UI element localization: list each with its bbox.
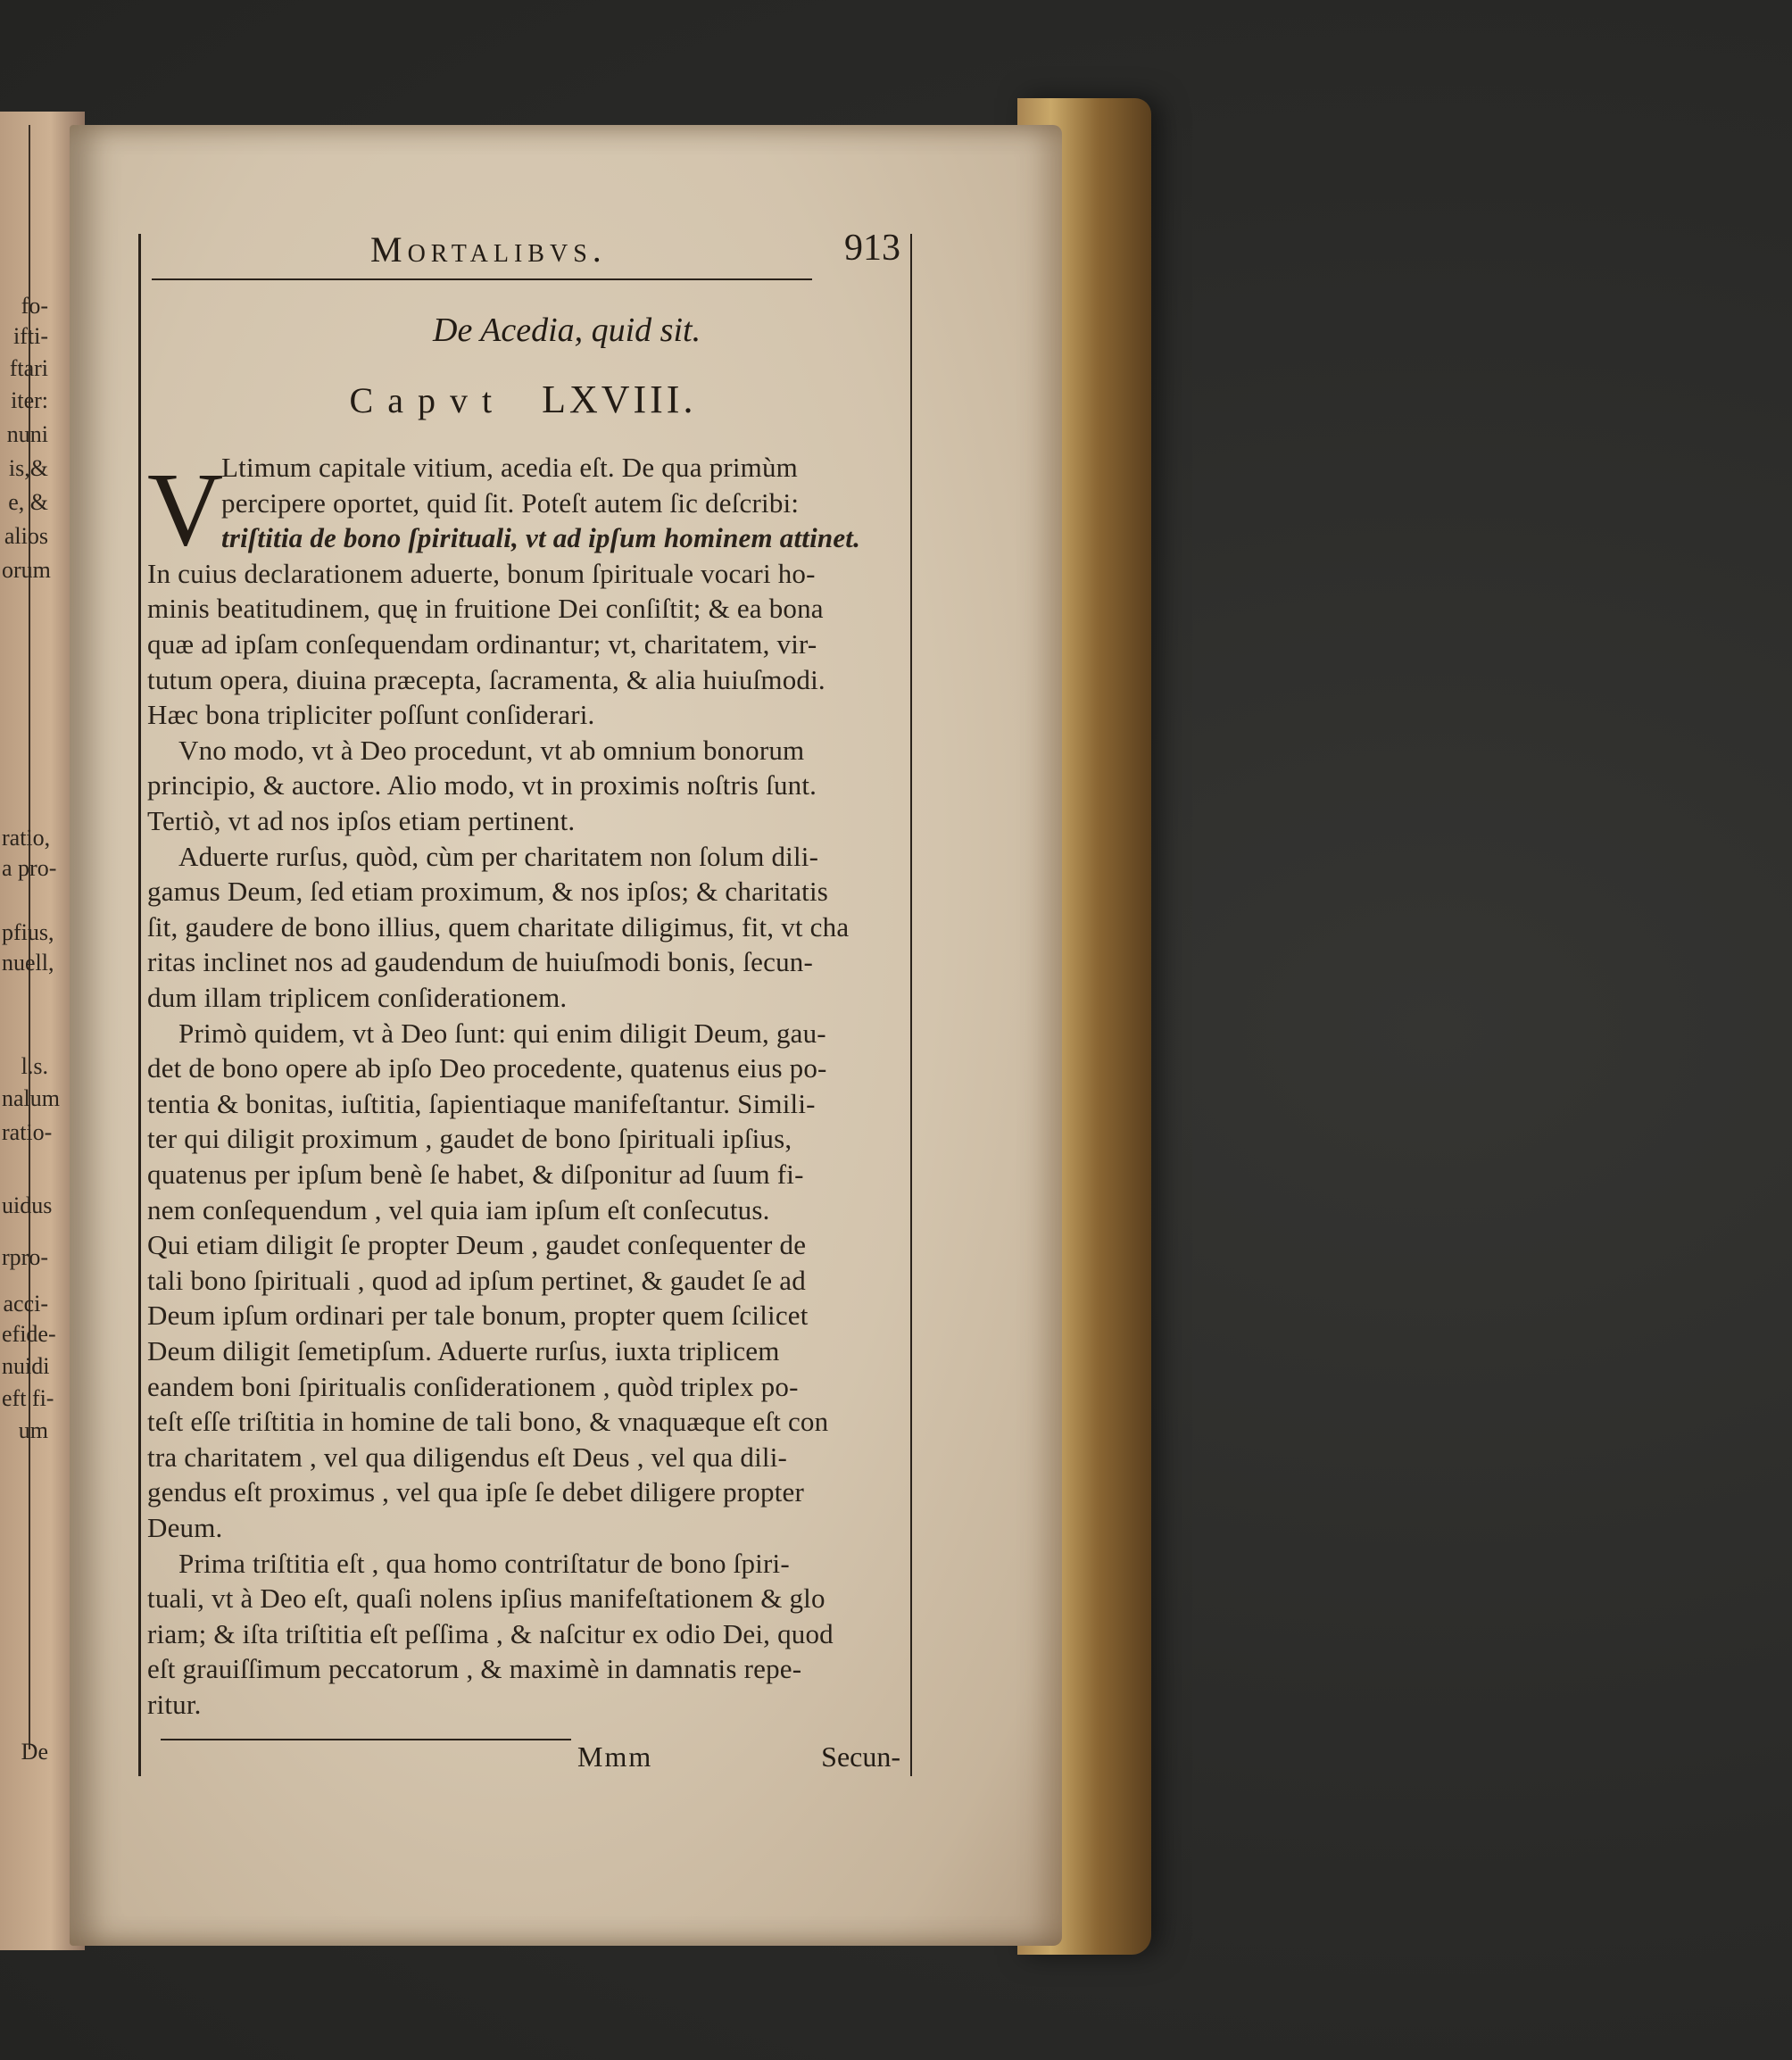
left-page-fragment: uidus — [2, 1192, 53, 1218]
text-line: Deum diligit ſemetipſum. Aduerte rurſus, iuxta triplicem — [147, 1335, 780, 1366]
left-page-fragment: alios — [4, 523, 48, 549]
text-line: quatenus per ipſum benè ſe habet, & diſponitur ad ſuum fi- — [147, 1159, 804, 1190]
text-line: riam; & iſta triſtitia eſt peſſima , & naſcitur ex odio Dei, quod — [147, 1618, 834, 1649]
left-page-fragment: ifti- — [13, 323, 48, 349]
text-line: tuali, vt à Deo eſt, quaſi nolens ipſius manifeſtationem & glo — [147, 1582, 825, 1614]
text-line: Deum. — [147, 1512, 223, 1543]
left-page-fragment: is,& — [8, 455, 48, 481]
text-line: gamus Deum, ſed etiam proximum, & nos ipſos; & charitatis — [147, 876, 829, 907]
left-page-fragment: ftari — [9, 355, 48, 381]
text-line: ritas inclinet nos ad gaudendum de huiuſmodi bonis, ſecun- — [147, 946, 813, 977]
text-line: ſit, gaudere de bono illius, quem charitate diligimus, fit, vt cha — [147, 911, 850, 943]
text-line: percipere oportet, quid ſit. Poteſt autem ſic deſcribi: — [221, 487, 800, 519]
text-line: minis beatitudinem, quę in fruitione Dei conſiſtit; & ea bona — [147, 593, 824, 624]
left-page-fragment: um — [18, 1417, 48, 1443]
text-line: Ltimum capitale vitium, acedia eſt. De qua primùm — [221, 452, 798, 483]
text-line: Aduerte rurſus, quòd, cùm per charitatem non ſolum dili- — [178, 841, 819, 872]
header-rule — [152, 278, 812, 280]
left-page-fragment: ratio- — [2, 1119, 53, 1145]
text-line: ter qui diligit proximum , gaudet de bono ſpirituali ipſius, — [147, 1123, 792, 1154]
running-title: Mortalibvs. — [370, 229, 607, 270]
page-number: 913 — [844, 228, 900, 269]
text-line: ritur. — [147, 1689, 202, 1720]
left-page-fragment: e, & — [8, 489, 48, 515]
left-page-fragment: rpro- — [2, 1244, 48, 1270]
section-title: De Acedia, quid sit. — [433, 311, 701, 349]
page-header — [138, 221, 908, 275]
text-line: principio, & auctore. Alio modo, vt in proximis noſtris ſunt. — [147, 769, 817, 801]
text-line: eſt grauiſſimum peccatorum , & maximè in damnatis repe- — [147, 1653, 802, 1684]
text-line: In cuius declarationem aduerte, bonum ſpirituale vocari ho- — [147, 558, 816, 589]
text-line: gendus eſt proximus , vel qua ipſe ſe debet diligere propter — [147, 1476, 804, 1508]
left-page-fragment: iter: — [11, 387, 48, 413]
text-line: Hæc bona tripliciter poſſunt conſiderari. — [147, 699, 595, 730]
text-line: quæ ad ipſam conſequendam ordinantur; vt, charitatem, vir- — [147, 628, 817, 660]
page-footer — [138, 1737, 908, 1778]
chapter-word: Capvt — [349, 380, 507, 420]
text-line: tra charitatem , vel qua diligendus eſt Deus , vel qua dili- — [147, 1441, 788, 1473]
text-line: Tertiò, vt ad nos ipſos etiam pertinent. — [147, 805, 576, 836]
left-page-fragment: nuni — [6, 421, 48, 447]
text-line: triſtitia de bono ſpirituali, vt ad ipſum hominem attinet. — [221, 522, 861, 553]
text-line: Prima triſtitia eſt , qua homo contriſtatur de bono ſpiri- — [178, 1548, 790, 1579]
signature-mark: Mmm — [577, 1740, 653, 1773]
left-page-fragment: nalum — [2, 1085, 60, 1111]
text-line: Qui etiam diligit ſe propter Deum , gaudet conſequenter de — [147, 1229, 807, 1260]
text-line: Deum ipſum ordinari per tale bonum, propter quem ſcilicet — [147, 1300, 809, 1331]
left-page-fragment: fo- — [21, 293, 48, 319]
left-page-fragment: acci- — [3, 1291, 48, 1317]
left-page-fragment: orum — [2, 557, 51, 583]
text-line: dum illam triplicem conſiderationem. — [147, 982, 568, 1013]
text-line: tali bono ſpirituali , quod ad ipſum pertinet, & gaudet ſe ad — [147, 1265, 806, 1296]
left-page-fragment: nuell, — [2, 950, 54, 976]
text-line: Vno modo, vt à Deo procedunt, vt ab omnium bonorum — [178, 735, 805, 766]
catchword: Secun- — [821, 1740, 900, 1773]
left-page-fragment: nuidi — [2, 1353, 50, 1379]
left-page-fragment: De — [21, 1739, 48, 1765]
left-page-fragment: pfius, — [2, 919, 54, 945]
left-page-fragment: ratio, — [2, 825, 51, 851]
text-line: tutum opera, diuina præcepta, ſacramenta, & alia huiuſmodi. — [147, 664, 825, 695]
chapter-heading — [138, 377, 908, 422]
text-line: Primò quidem, vt à Deo ſunt: qui enim diligit Deum, gau- — [178, 1018, 826, 1049]
text-line: teſt eſſe triſtitia in homine de tali bono, & vnaquæque eſt con — [147, 1406, 829, 1437]
left-page-fragment: efide- — [2, 1321, 56, 1347]
left-page-fragment: a pro- — [2, 855, 57, 881]
text-line: det de bono opere ab ipſo Deo procedente, quatenus eius po- — [147, 1052, 827, 1084]
left-page-fragment: eft fi- — [2, 1385, 54, 1411]
text-line: tentia & bonitas, iuſtitia, ſapientiaque manifeſtantur. Simili- — [147, 1088, 816, 1119]
left-page-fragment: l.s. — [21, 1053, 48, 1079]
text-line: eandem boni ſpiritualis conſiderationem , quòd triplex po- — [147, 1371, 799, 1402]
chapter-number: LXVIII. — [542, 378, 697, 421]
drop-cap: V — [147, 451, 224, 568]
text-line: nem conſequendum , vel quia iam ipſum eſt conſecutus. — [147, 1194, 770, 1225]
